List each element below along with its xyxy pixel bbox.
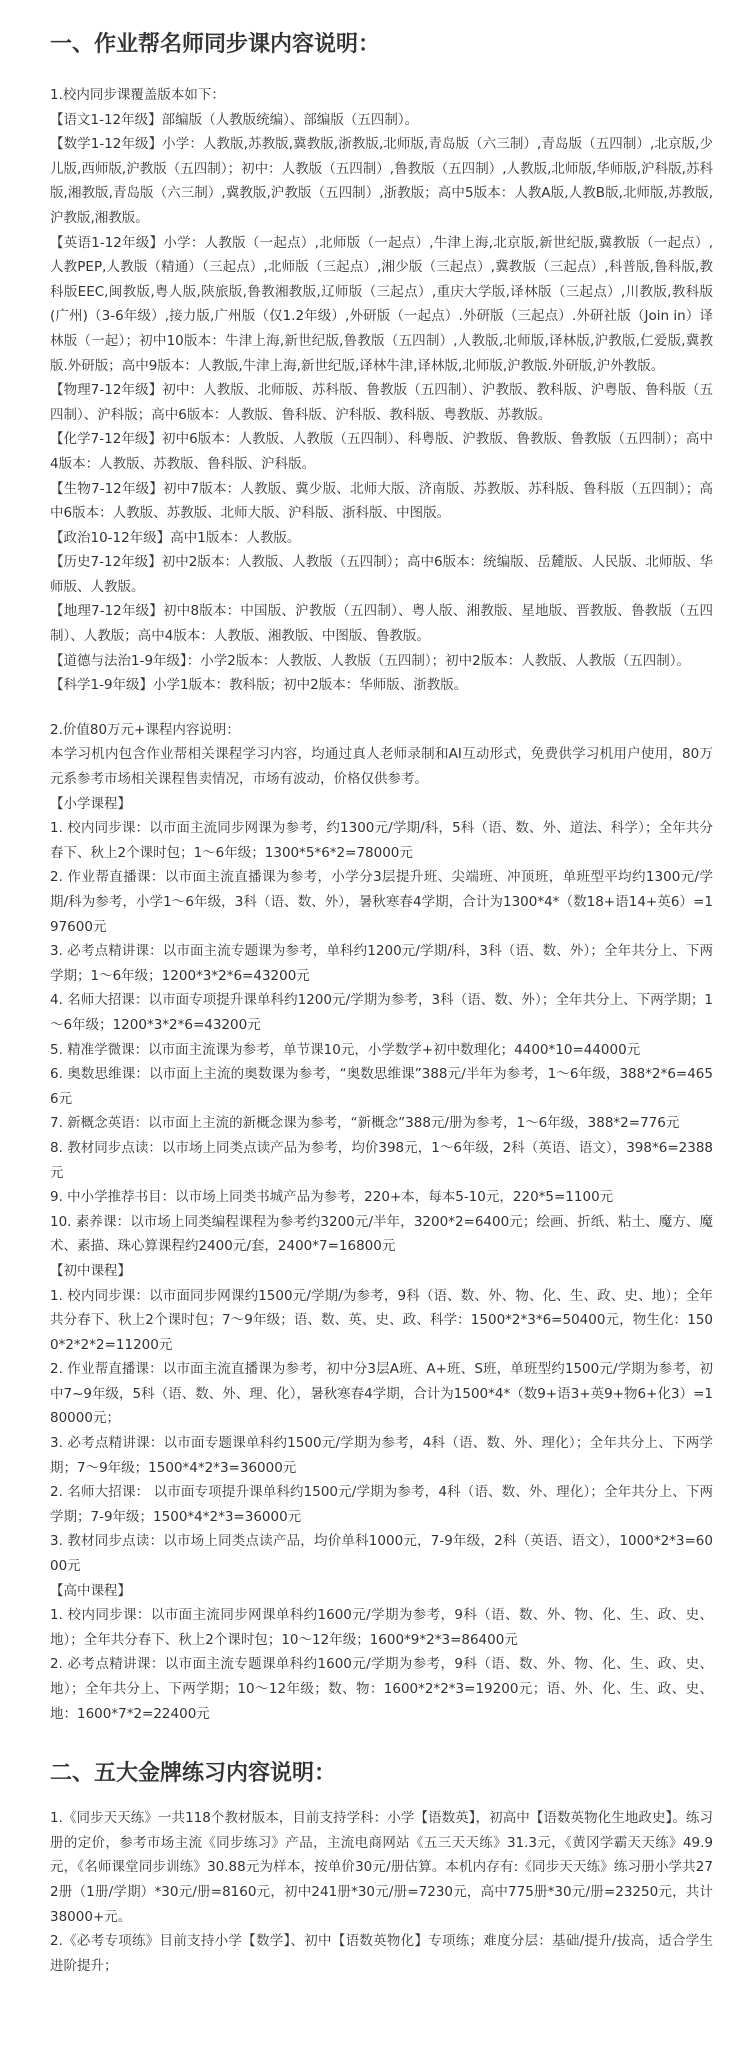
list-item: 3. 教材同步点读：以市场上同类点读产品，均价单科1000元，7-9年级，2科（英语、语文），1000*2*3=6000元	[50, 1533, 713, 1575]
text-line: 【历史7-12年级】初中2版本：人教版、人教版（五四制）；高中6版本：统编版、岳麓版、人民版、北师版、华师版、人教版。	[50, 554, 713, 595]
text-line: 【科学1-9年级】小学1版本：教科版；初中2版本：华师版、浙教版。	[50, 677, 468, 694]
list-item: 10. 素养课：以市场上同类编程课程为参考约3200元/半年，3200*2=6400元；绘画、折纸、粘土、魔方、魔术、素描、珠心算课程约2400元/套，2400*7=16800元	[50, 1213, 713, 1255]
list-item: 2. 作业帮直播课：以市面主流直播课为参考，初中分3层A班、A+班、S班，单班型约1500元/学期为参考，初中7~9年级，5科（语、数、外、理、化），暑秋寒春4学期，合计为1500*4*（数9+语3+英9+物6+化3）=180000元；	[50, 1361, 713, 1427]
section1-part2	[50, 718, 713, 1726]
bottom-whitespace	[50, 1978, 713, 2053]
list-item: 8. 教材同步点读：以市场上同类点读产品为参考，均价398元，1～6年级，2科（英语、语文），398*6=2388元	[50, 1139, 713, 1181]
subheading-junior: 【初中课程】	[50, 1262, 131, 1279]
list-item: 3. 必考点精讲课：以市面主流专题课为参考，单科约1200元/学期/科，3科（语、数、外）；全年共分上、下两学期；1～6年级；1200*3*2*6=43200元	[50, 943, 713, 984]
list-item: 1. 校内同步课：以市面主流同步网课为参考，约1300元/学期/科，5科（语、数、外、道法、科学）；全年共分春下、秋上2个课时包；1～6年级；1300*5*6*2=78000元	[50, 820, 713, 861]
list-item: 4. 名师大招课：以市面专项提升课单科约1200元/学期为参考，3科（语、数、外）；全年共分上、下两学期；1～6年级；1200*3*2*6=43200元	[50, 992, 713, 1033]
list-item: 9. 中小学推荐书目：以市场上同类书城产品为参考，220+本，每本5-10元，220*5=1100元	[50, 1189, 614, 1206]
section1-part1	[50, 83, 713, 698]
text-line: 【道德与法治1-9年级】：小学2版本：人教版、人教版（五四制）；初中2版本：人教版、人教版（五四制）。	[50, 652, 690, 669]
text-line: 【英语1-12年级】小学：人教版（一起点）,北师版（一起点）,牛津上海,北京版,新世纪版,冀教版（一起点）,人教PEP,人教版（精通）（三起点）,北师版（三起点）,湘少版（三起点）,冀教版（三起点）,科普版,鲁科版,教科版EEC,闽教版,粤人版,陕旅版,鲁教湘教版,辽师版（三起点）,重庆大学版,译林版（三起点）,川教版,教科版(广州)（3-6年级）,接力版,广州版（仅1.2年级）,外研版（一起点）.外研版（三起点）.外研社版（Join in）译林版（一起）；初中10版本：牛津上海,新世纪版,鲁教版（五四制）,人教版,北师版,译林版,沪教版,仁爱版,冀教版.外研版；高中9版本：人教版,牛津上海,新世纪版,译林牛津,译林版,北师版,沪教版.外研版,沪外教版。	[50, 234, 713, 374]
text-line: 【政治10-12年级】高中1版本：人教版。	[50, 529, 301, 546]
list-item: 1.《同步天天练》一共118个教材版本，目前支持学科：小学【语数英】，初高中【语数英物化生地政史】。练习册的定价，参考市场主流《同步练习》产品，主流电商网站《五三天天练》31.3元，《黄冈学霸天天练》49.9元，《名师课堂同步训练》30.88元为样本，按单价30元/册估算。本机内存有:《同步天天练》练习册小学共272册（1册/学期）*30元/册=8160元，初中241册*30元/册=7230元，高中775册*30元/册=23250元，共计38000+元。	[50, 1810, 713, 1925]
subheading-senior: 【高中课程】	[50, 1582, 131, 1599]
text-line: 【地理7-12年级】初中8版本：中国版、沪教版（五四制）、粤人版、湘教版、星地版、晋教版、鲁教版（五四制）、人教版；高中4版本：人教版、湘教版、中图版、鲁教版。	[50, 603, 713, 645]
text-line: 1.校内同步课覆盖版本如下：	[50, 87, 225, 103]
list-item: 2.《必考专项练》目前支持小学【数学】、初中【语数英物化】专项练；难度分层：基础/提升/拔高，适合学生进阶提升；	[50, 1933, 713, 1974]
list-item: 6. 奥数思维课：以市面上主流的奥数课为参考，“奥数思维课”388元/半年为参考，1～6年级，388*2*6=4656元	[50, 1066, 713, 1107]
section2-title: 二、五大金牌练习内容说明：	[50, 1761, 337, 1787]
list-item: 7. 新概念英语：以市面上主流的新概念课为参考，“新概念”388元/册为参考，1～6年级，388*2=776元	[50, 1115, 680, 1132]
list-item: 1. 校内同步课：以市面同步网课约1500元/学期/为参考，9科（语、数、外、物、化、生、政、史、地）；全年共分春下、秋上2个课时包；7～9年级；语、数、英、史、政、科学：1500*2*3*6=50400元，物生化：1500*2*2*2=11200元	[50, 1287, 713, 1353]
list-item: 3. 必考点精讲课：以市面专题课单科约1500元/学期为参考，4科（语、数、外、理化）；全年共分上、下两学期；7～9年级；1500*4*2*3=36000元	[50, 1435, 713, 1476]
text-line: 本学习机内包含作业帮相关课程学习内容，均通过真人老师录制和AI互动形式，免费供学习机用户使用，80万元系参考市场相关课程售卖情况，市场有波动，价格仅供参考。	[50, 746, 713, 788]
text-line: 【语文1-12年级】部编版（人教版统编）、部编版（五四制）。	[50, 111, 419, 128]
section2-body	[50, 1806, 713, 1978]
text-line: 【数学1-12年级】小学：人教版,苏教版,冀教版,浙教版,北师版,青岛版（六三制）,青岛版（五四制）,北京版,少儿版,西师版,沪教版（五四制）；初中：人教版（五四制）,鲁教版（五四制）,人教版,北师版,华师版,沪科版,苏科版,湘教版,青岛版（六三制）,冀教版,沪教版（五四制）,浙教版；高中5版本：人教A版,人教B版,北师版,苏教版,沪教版,湘教版。	[50, 136, 713, 226]
spacer	[50, 698, 713, 718]
text-line: 【化学7-12年级】初中6版本：人教版、人教版（五四制）、科粤版、沪教版、鲁教版、鲁教版（五四制）；高中4版本：人教版、苏教版、鲁科版、沪科版。	[50, 431, 713, 472]
subheading-primary: 【小学课程】	[50, 795, 131, 812]
list-item: 1. 校内同步课：以市面主流同步网课单科约1600元/学期为参考，9科（语、数、外、物、化、生、政、史、地）；全年共分春下、秋上2个课时包；10～12年级；1600*9*2*3=86400元	[50, 1607, 713, 1648]
list-item: 2. 作业帮直播课：以市面主流直播课为参考，小学分3层提升班、尖端班、冲顶班，单班型平均约1300元/学期/科为参考，小学1～6年级，3科（语、数、外），暑秋寒春4学期，合计为1300*4*（数18+语14+英6）=197600元	[50, 869, 713, 935]
list-item: 2. 必考点精讲课：以市面主流专题课单科约1600元/学期为参考，9科（语、数、外、物、化、生、政、史、地）；全年共分上、下两学期；10～12年级；数、物：1600*2*2*3=19200元；语、外、化、生、政、史、地：1600*7*2=22400元	[50, 1656, 713, 1722]
text-line: 2.价值80万元+课程内容说明：	[50, 721, 240, 738]
list-item: 2. 名师大招课： 以市面专项提升课单科约1500元/学期为参考，4科（语、数、外、理化）；全年共分上、下两学期；7-9年级；1500*4*2*3=36000元	[50, 1484, 713, 1525]
text-line: 【物理7-12年级】初中：人教版、北师版、苏科版、鲁教版（五四制）、沪教版、教科版、沪粤版、鲁科版（五四制）、沪科版；高中6版本：人教版、鲁科版、沪科版、教科版、粤教版、苏教版。	[50, 382, 713, 423]
text-line: 【生物7-12年级】初中7版本：人教版、冀少版、北师大版、济南版、苏教版、苏科版、鲁科版（五四制）；高中6版本：人教版、苏教版、北师大版、沪科版、浙科版、中图版。	[50, 480, 713, 522]
list-item: 5. 精准学微课：以市面主流课为参考，单节课10元，小学数学+初中数理化；4400*10=44000元	[50, 1041, 641, 1058]
section1-title: 一、作业帮名师同步课内容说明：	[50, 32, 381, 57]
